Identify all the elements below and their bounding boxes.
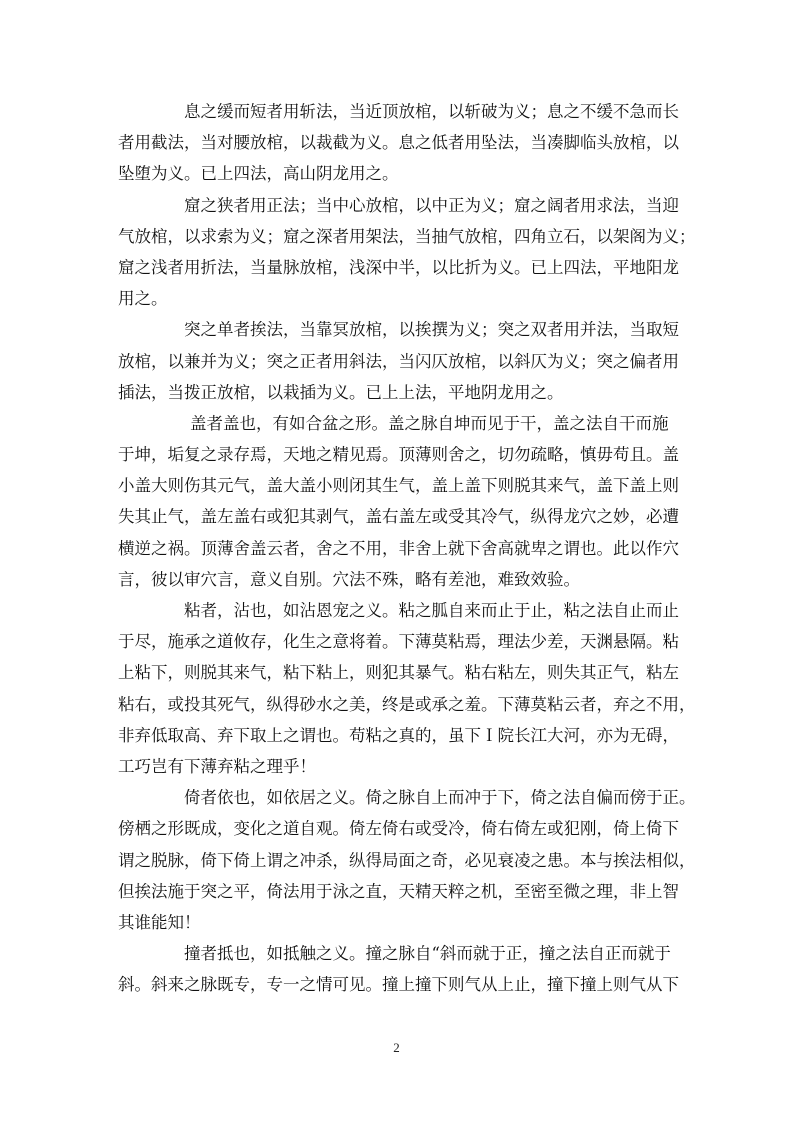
text-line: 言，彼以审穴言，意义自别。穴法不殊，略有差池，难致效验。 <box>118 569 580 589</box>
text-line: 气放棺，以求索为义；窟之深者用架法，当抽气放棺，四角立石，以架阁为义； <box>118 226 696 246</box>
paragraph-burial-cave <box>118 190 696 315</box>
paragraph-yi-method <box>118 782 696 938</box>
paragraph-zhan-method <box>118 595 696 782</box>
text-line: 小盖大则伤其元气，盖大盖小则闭其生气，盖上盖下则脱其来气，盖下盖上则 <box>118 476 679 496</box>
text-line: 撞者抵也，如抵触之义。撞之脉自“斜而就于正，撞之法自正而就于 <box>184 944 671 964</box>
text-line: 粘者，沾也，如沾恩宠之义。粘之胍自来而止于止，粘之法自止而止 <box>184 601 679 620</box>
page-number: 2 <box>393 1040 400 1055</box>
text-line: 斜。斜来之脉既专，专一之情可见。撞上撞下则气从上止，撞下撞上则气从下 <box>118 975 679 995</box>
text-line: 工巧岂有下薄弃粘之理乎！ <box>118 756 316 776</box>
body-text <box>118 96 696 1000</box>
text-line: 傍栖之形既成，变化之道自观。倚左倚右或受冷，倚右倚左或犯刚，倚上倚下 <box>118 819 679 839</box>
text-line: 盖者盖也，有如合盆之形。盖之脉自坤而见于干，盖之法自干而施 <box>190 413 669 433</box>
text-line: 粘右，或投其死气，纵得砂水之美，终是或承之羞。下薄莫粘云者，弃之不用， <box>118 694 696 714</box>
text-line: 但挨法施于突之平，倚法用于泳之直，天精天粹之机，至密至微之理，非上智 <box>118 881 679 901</box>
text-line: 坠堕为义。已上四法，高山阴龙用之。 <box>118 164 399 184</box>
paragraph-zhuang-method <box>118 938 678 1000</box>
text-line: 失其止气，盖左盖右或犯其剥气，盖右盖左或受其冷气，纵得龙穴之妙，必遭 <box>118 507 679 527</box>
text-line: 窟之浅者用折法，当量脉放棺，浅深中半，以比折为义。已上四法，平地阳龙 <box>118 257 679 277</box>
text-line: 横逆之祸。顶薄舍盖云者，舍之不用，非舍上就下舍高就卑之谓也。此以作穴 <box>118 538 679 558</box>
text-line: 用之。 <box>118 289 168 309</box>
paragraph-burial-protrusion <box>118 314 678 408</box>
text-line: 窟之狭者用正法；当中心放棺，以中正为义；窟之阔者用求法，当迎 <box>184 195 679 215</box>
text-line: 谓之脱脉，倚下倚上谓之冲杀，纵得局面之奇，必见衰凌之患。本与挨法相似， <box>118 850 696 870</box>
text-line: 插法，当拨正放棺，以栽插为义。已上上法，平地阴龙用之。 <box>118 382 564 402</box>
paragraph-gai-method <box>118 408 678 595</box>
text-line: 上粘下，则脱其来气，粘下粘上，则犯其暴气。粘右粘左，则失其正气，粘左 <box>118 663 679 683</box>
text-line: 突之单者挨法，当靠冥放棺，以挨撰为义；突之双者用并法，当取短 <box>184 320 679 340</box>
text-line: 于坤，垢复之录存焉，天地之精见焉。顶薄则舍之，切勿疏略，慎毋苟且。盖 <box>118 445 679 465</box>
text-line: 者用截法，当对腰放棺，以裁截为义。息之低者用坠法，当凑脚临头放棺，以 <box>118 133 679 153</box>
text-line: 倚者依也，如依居之义。倚之脉自上而冲于下，倚之法自偏而傍于正。 <box>184 788 696 808</box>
text-line: 放棺，以兼并为义；突之正者用斜法，当闪仄放棺，以斜仄为义；突之偏者用 <box>118 351 679 371</box>
text-line: 于尽，施承之道攸存，化生之意将着。下薄莫粘焉，理法少差，天渊悬隔。粘 <box>118 632 679 652</box>
text-line: 非弃低取高、弃下取上之谓也。苟粘之真的，虽下Ｉ院长江大河，亦为无碍， <box>118 725 679 745</box>
text-line: 其谁能知！ <box>118 912 201 932</box>
text-line: 息之缓而短者用斩法，当近顶放棺，以斩破为义；息之不缓不急而长 <box>184 102 679 121</box>
paragraph-burial-breath <box>118 96 678 190</box>
